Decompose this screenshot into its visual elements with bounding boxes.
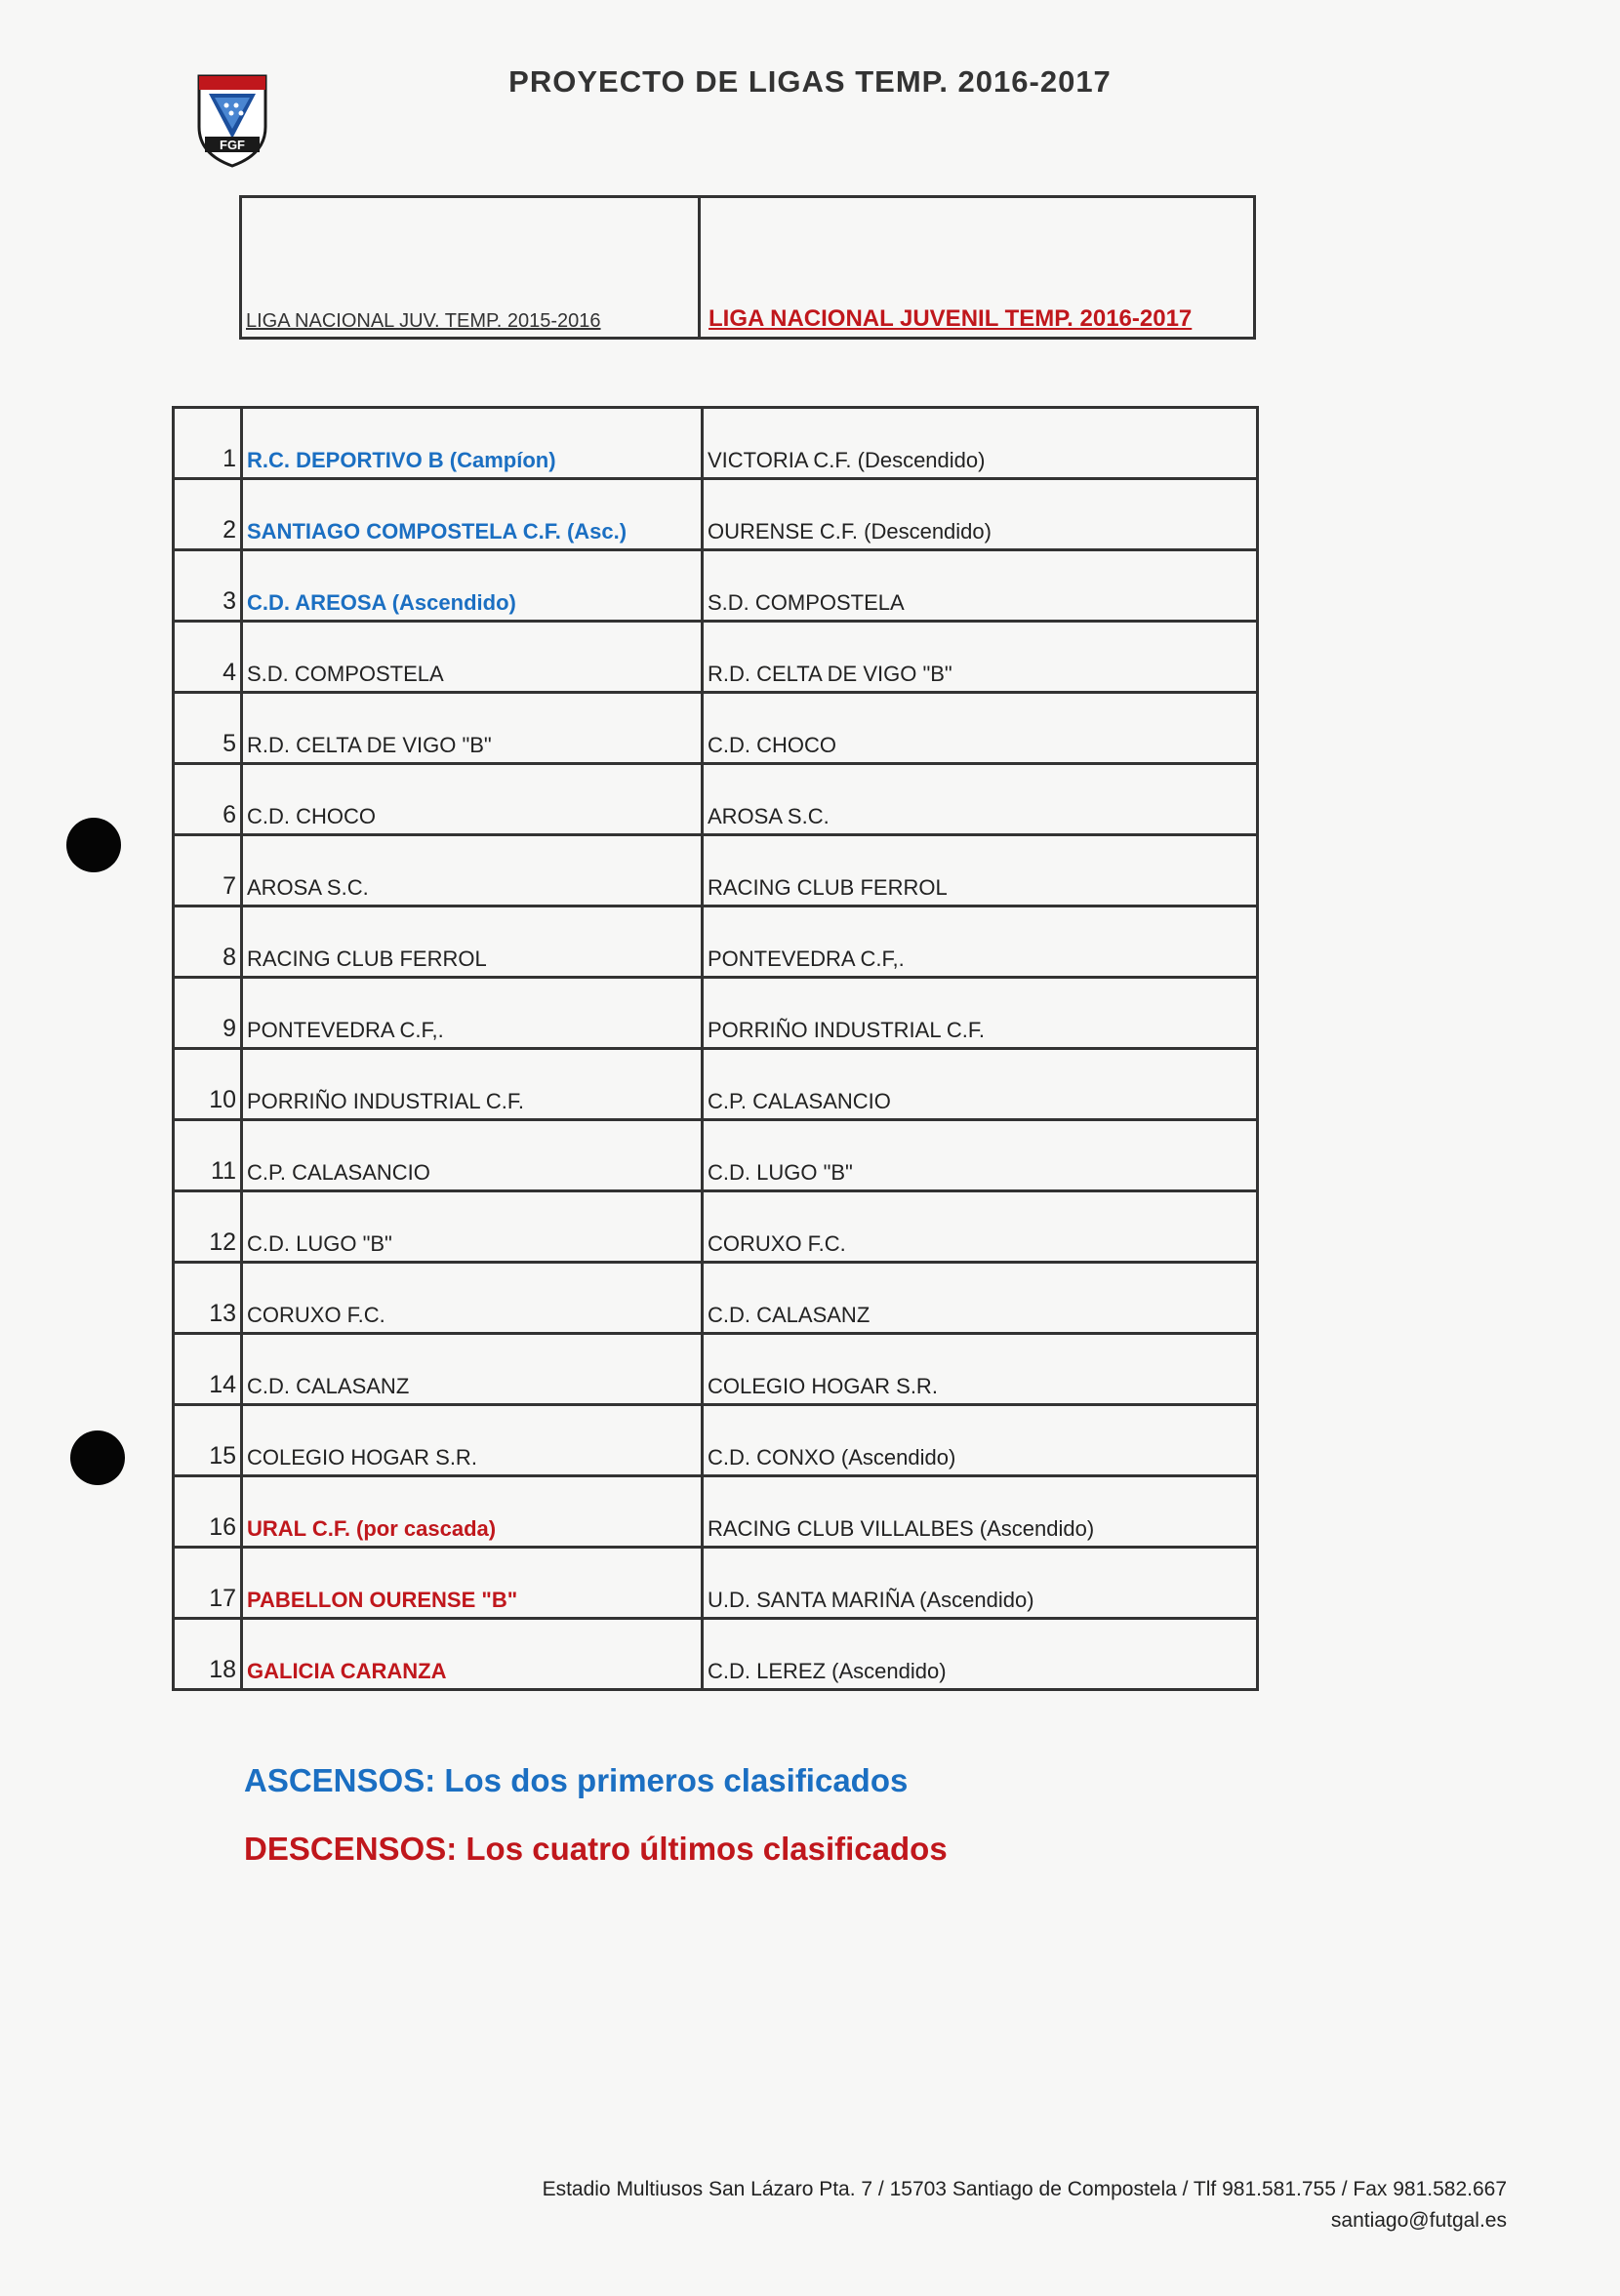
prev-season-team: RACING CLUB FERROL (242, 906, 703, 978)
table-row (174, 1334, 1258, 1405)
row-number: 2 (174, 479, 242, 550)
prev-season-team: S.D. COMPOSTELA (242, 622, 703, 693)
prev-season-team: R.D. CELTA DE VIGO "B" (242, 693, 703, 764)
table-row (174, 906, 1258, 978)
cur-season-team: CORUXO F.C. (703, 1191, 1258, 1263)
descensos-note: DESCENSOS: Los cuatro últimos clasificados (244, 1831, 948, 1867)
logo-text: FGF (220, 138, 245, 152)
cur-season-team: AROSA S.C. (703, 764, 1258, 835)
cur-season-team: PONTEVEDRA C.F,. (703, 906, 1258, 978)
table-row (174, 1049, 1258, 1120)
table-row (174, 550, 1258, 622)
cur-season-team: C.P. CALASANCIO (703, 1049, 1258, 1120)
prev-season-label: LIGA NACIONAL JUV. TEMP. 2015-2016 (246, 310, 601, 332)
cur-season-team: RACING CLUB FERROL (703, 835, 1258, 906)
prev-season-team: R.C. DEPORTIVO B (Campíon) (242, 408, 703, 479)
row-number: 1 (174, 408, 242, 479)
cur-season-team: RACING CLUB VILLALBES (Ascendido) (703, 1476, 1258, 1548)
cur-season-team: C.D. CHOCO (703, 693, 1258, 764)
footer-email: santiago@futgal.es (1330, 2209, 1507, 2232)
table-row (174, 1263, 1258, 1334)
table-row (174, 408, 1258, 479)
table-row (174, 978, 1258, 1049)
row-number: 11 (174, 1120, 242, 1191)
row-number: 13 (174, 1263, 242, 1334)
cur-season-team: PORRIÑO INDUSTRIAL C.F. (703, 978, 1258, 1049)
row-number: 15 (174, 1405, 242, 1476)
row-number: 8 (174, 906, 242, 978)
teams-table (172, 406, 1259, 1691)
prev-season-team: PONTEVEDRA C.F,. (242, 978, 703, 1049)
prev-season-team: AROSA S.C. (242, 835, 703, 906)
cur-season-team: COLEGIO HOGAR S.R. (703, 1334, 1258, 1405)
cur-season-team: R.D. CELTA DE VIGO "B" (703, 622, 1258, 693)
cur-season-team: C.D. LUGO "B" (703, 1120, 1258, 1191)
cur-season-team: C.D. CONXO (Ascendido) (703, 1405, 1258, 1476)
prev-season-team: GALICIA CARANZA (242, 1619, 703, 1690)
ascensos-note: ASCENSOS: Los dos primeros clasificados (244, 1762, 909, 1798)
season-header-table (239, 195, 1256, 340)
row-number: 14 (174, 1334, 242, 1405)
row-number: 4 (174, 622, 242, 693)
cur-season-team: S.D. COMPOSTELA (703, 550, 1258, 622)
row-number: 7 (174, 835, 242, 906)
table-row (174, 764, 1258, 835)
punch-hole (66, 818, 121, 872)
table-row (174, 622, 1258, 693)
punch-hole (70, 1430, 125, 1485)
cur-season-label: LIGA NACIONAL JUVENIL TEMP. 2016-2017 (709, 305, 1193, 332)
table-row (174, 1120, 1258, 1191)
footer-address: Estadio Multiusos San Lázaro Pta. 7 / 15703 Santiago de Compostela / Tlf 981.581.755 / Fax 981.582.667 (542, 2178, 1507, 2200)
prev-season-team: C.D. CALASANZ (242, 1334, 703, 1405)
row-number: 9 (174, 978, 242, 1049)
table-row (174, 1619, 1258, 1690)
prev-season-team: C.P. CALASANCIO (242, 1120, 703, 1191)
row-number: 12 (174, 1191, 242, 1263)
prev-season-team: SANTIAGO COMPOSTELA C.F. (Asc.) (242, 479, 703, 550)
row-number: 6 (174, 764, 242, 835)
prev-season-team: C.D. LUGO "B" (242, 1191, 703, 1263)
cur-season-team: C.D. CALASANZ (703, 1263, 1258, 1334)
cur-season-team: C.D. LEREZ (Ascendido) (703, 1619, 1258, 1690)
prev-season-team: C.D. AREOSA (Ascendido) (242, 550, 703, 622)
page-title: PROYECTO DE LIGAS TEMP. 2016-2017 (508, 64, 1112, 99)
table-row (174, 479, 1258, 550)
row-number: 17 (174, 1548, 242, 1619)
prev-season-team: URAL C.F. (por cascada) (242, 1476, 703, 1548)
prev-season-header-cell (242, 198, 701, 337)
prev-season-team: PORRIÑO INDUSTRIAL C.F. (242, 1049, 703, 1120)
table-row (174, 1476, 1258, 1548)
row-number: 5 (174, 693, 242, 764)
cur-season-team: OURENSE C.F. (Descendido) (703, 479, 1258, 550)
prev-season-team: CORUXO F.C. (242, 1263, 703, 1334)
cur-season-team: U.D. SANTA MARIÑA (Ascendido) (703, 1548, 1258, 1619)
row-number: 18 (174, 1619, 242, 1690)
prev-season-team: COLEGIO HOGAR S.R. (242, 1405, 703, 1476)
cur-season-team: VICTORIA C.F. (Descendido) (703, 408, 1258, 479)
prev-season-team: C.D. CHOCO (242, 764, 703, 835)
table-row (174, 1191, 1258, 1263)
row-number: 10 (174, 1049, 242, 1120)
cur-season-header-cell (701, 198, 1253, 337)
row-number: 3 (174, 550, 242, 622)
prev-season-team: PABELLON OURENSE "B" (242, 1548, 703, 1619)
table-row (174, 1405, 1258, 1476)
row-number: 16 (174, 1476, 242, 1548)
table-row (174, 693, 1258, 764)
table-row (174, 1548, 1258, 1619)
teams-table-body (174, 408, 1258, 1690)
table-row (174, 835, 1258, 906)
